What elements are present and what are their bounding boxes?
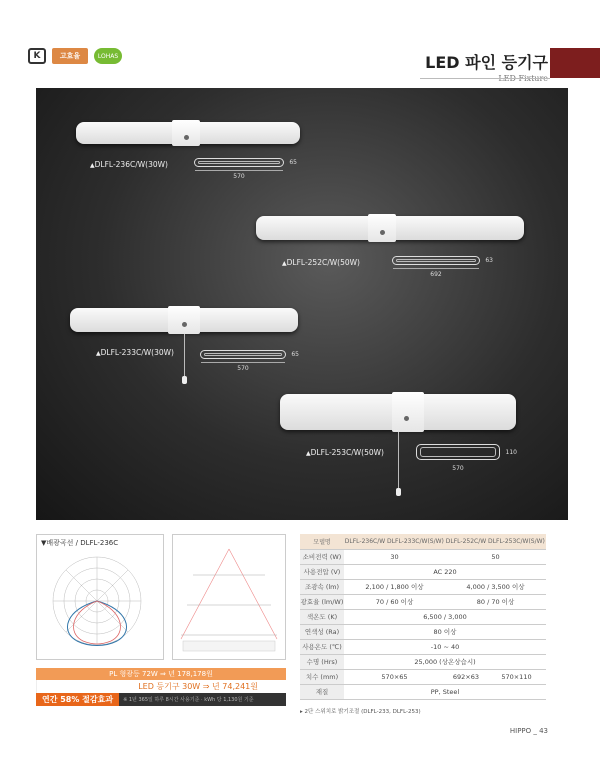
efficiency-mark-icon: 고효율 bbox=[52, 48, 88, 64]
pull-cord bbox=[184, 334, 185, 376]
table-row: 소비전력 (W) 30 50 bbox=[300, 549, 546, 564]
table-row: 사용온도 (℃) -10 ~ 40 bbox=[300, 639, 546, 654]
dimension-height: 65 bbox=[291, 351, 299, 358]
promo-pl-cost: PL 형광등 72W ⇒ 년 178,178원 bbox=[36, 668, 286, 680]
light-distribution-panel bbox=[36, 534, 164, 660]
dimension-drawing bbox=[200, 350, 299, 372]
promo-led-cost: LED 등기구 30W ⇒ 년 74,241원 bbox=[36, 680, 286, 693]
kc-mark-icon: K bbox=[28, 48, 46, 64]
table-row: 연색성 (Ra) 80 이상 bbox=[300, 624, 546, 639]
product-image-236 bbox=[76, 122, 300, 144]
table-row: 치수 (mm) 570×65 692×63 570×110 bbox=[300, 669, 546, 684]
header-divider bbox=[420, 78, 550, 79]
dimension-width: 570 bbox=[452, 465, 464, 472]
dimension-width: 692 bbox=[430, 271, 442, 278]
distribution-title: ▼배광곡선 / DLFL-236C bbox=[41, 539, 119, 547]
energy-saving-promo bbox=[36, 668, 286, 706]
spec-table bbox=[300, 534, 546, 700]
table-row: 조광속 (lm) 2,100 / 1,800 이상 4,000 / 3,500 이상 bbox=[300, 579, 546, 594]
dimension-width: 570 bbox=[233, 173, 245, 180]
promo-saving-bar bbox=[36, 693, 286, 706]
pull-cord bbox=[398, 432, 399, 488]
certification-logos bbox=[28, 48, 122, 64]
product-image-252 bbox=[256, 216, 524, 240]
product-label: ▲ DLFL-233C/W(30W) bbox=[96, 348, 174, 357]
dimension-width: 570 bbox=[237, 365, 249, 372]
header-accent-bar bbox=[550, 48, 600, 78]
table-row: 재질 PP, Steel bbox=[300, 684, 546, 699]
pull-switch-icon[interactable] bbox=[182, 376, 187, 384]
dimension-drawing bbox=[416, 444, 517, 472]
promo-footnote: ※ 1년 365일 하루 8시간 사용기준 · kWh 당 1,130원 기준 bbox=[123, 697, 254, 703]
table-row: 사용전압 (V) AC 220 bbox=[300, 564, 546, 579]
promo-saving: 연간 58% 절감효과 bbox=[36, 693, 119, 706]
page-title: LED 파인 등기구 bbox=[425, 53, 548, 72]
dimension-height: 63 bbox=[485, 257, 493, 264]
dimension-drawing bbox=[194, 158, 297, 180]
product-label: ▲ DLFL-236C/W(30W) bbox=[90, 160, 168, 169]
table-header-row: 모델명 DLFL-236C/W DLFL-233C/W(S/W) DLFL-252C/W DLFL-253C/W(S/W) bbox=[300, 534, 546, 549]
pull-switch-icon[interactable] bbox=[396, 488, 401, 496]
product-hero bbox=[36, 88, 568, 520]
product-label: ▲ DLFL-252C/W(50W) bbox=[282, 258, 360, 267]
page-number: HIPPO _ 43 bbox=[509, 727, 548, 735]
dimension-drawing bbox=[392, 256, 493, 278]
product-label: ▲ DLFL-253C/W(50W) bbox=[306, 448, 384, 457]
illuminance-cone-diagram bbox=[173, 535, 285, 659]
product-image-233 bbox=[70, 308, 298, 332]
polar-distribution-chart bbox=[37, 551, 163, 659]
table-row: 광효율 (lm/W) 70 / 60 이상 80 / 70 이상 bbox=[300, 594, 546, 609]
dimension-height: 65 bbox=[289, 159, 297, 166]
dimension-height: 110 bbox=[505, 449, 517, 456]
illuminance-panel bbox=[172, 534, 286, 660]
table-row: 수명 (Hrs) 25,000 (상온상습시) bbox=[300, 654, 546, 669]
spec-note: ▸ 2단 스위치로 밝기조절 (DLFL-233, DLFL-253) bbox=[300, 709, 421, 715]
product-image-253 bbox=[280, 394, 516, 430]
lohas-mark-icon: LOHAS bbox=[94, 48, 122, 64]
table-row: 색온도 (K) 6,500 / 3,000 bbox=[300, 609, 546, 624]
